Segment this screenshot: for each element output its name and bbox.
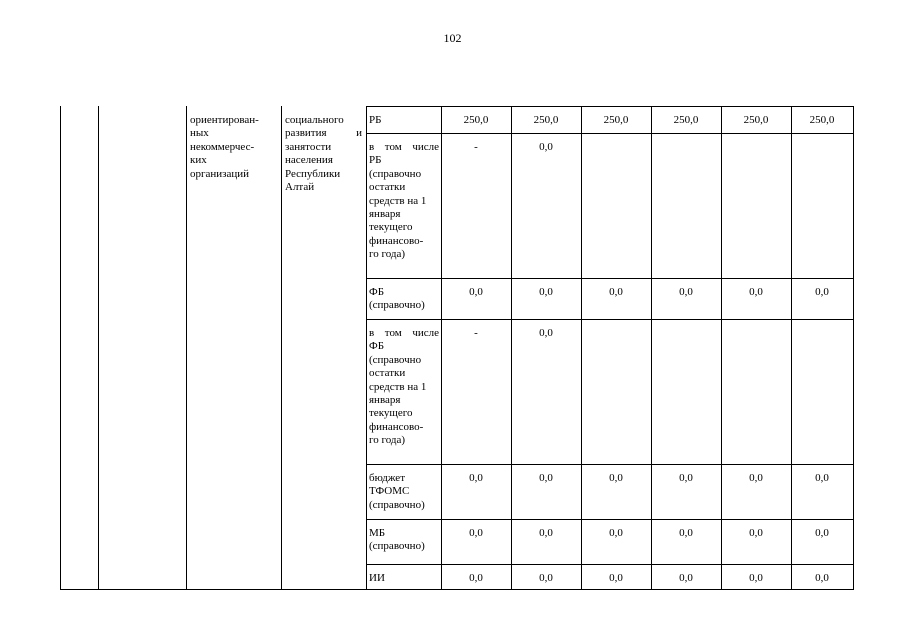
funding-source-line: (справочно <box>369 167 422 180</box>
table-border-right <box>853 106 854 590</box>
executor-line: населения <box>285 154 333 167</box>
row-border <box>366 278 854 279</box>
value-cell: 0,0 <box>749 472 763 484</box>
value-cell: 0,0 <box>539 472 553 484</box>
value-cell: 0,0 <box>539 572 553 584</box>
value-cell: 0,0 <box>609 527 623 539</box>
funding-source-line: ФБ <box>369 340 385 353</box>
funding-source-cell <box>369 572 439 585</box>
page-number: 102 <box>443 31 462 45</box>
value-cell: 0,0 <box>469 527 483 539</box>
funding-source-line: текущего <box>369 407 413 420</box>
funding-source-line: остатки <box>369 367 406 380</box>
value-cell: 0,0 <box>749 527 763 539</box>
executor-line: занятости <box>285 140 332 153</box>
value-cell: 0,0 <box>609 572 623 584</box>
column-border <box>98 106 99 590</box>
funding-source-line: в том числе <box>369 141 439 153</box>
value-cell: 250,0 <box>673 114 699 126</box>
funding-source-line: РБ <box>369 154 382 167</box>
activity-line: ких <box>190 154 207 167</box>
budget-table <box>60 106 854 590</box>
funding-source-cell <box>369 286 439 313</box>
funding-source-line: го года) <box>369 248 406 261</box>
row-border <box>366 319 854 320</box>
value-cell: 0,0 <box>469 286 483 298</box>
funding-source-cell <box>369 141 439 262</box>
funding-source-cell <box>369 327 439 448</box>
funding-source-line: ТФОМС <box>369 485 410 498</box>
funding-source-line: (справочно) <box>369 299 425 312</box>
funding-source-cell <box>369 527 439 554</box>
column-border <box>441 106 442 590</box>
value-cell: 0,0 <box>609 472 623 484</box>
row-border <box>366 519 854 520</box>
funding-source-line: (справочно) <box>369 540 425 553</box>
value-cell: 0,0 <box>679 527 693 539</box>
funding-source-line: января <box>369 208 401 221</box>
table-border-bottom <box>60 589 854 590</box>
value-cell: 250,0 <box>533 114 559 126</box>
row-border <box>366 106 854 107</box>
value-cell: 0,0 <box>815 286 829 298</box>
funding-source-line: текущего <box>369 221 413 234</box>
executor-line: развития и <box>285 127 362 140</box>
value-cell: 0,0 <box>539 286 553 298</box>
value-cell: 250,0 <box>603 114 629 126</box>
value-cell: 0,0 <box>815 472 829 484</box>
executor-line: социального <box>285 114 344 126</box>
funding-source-line: бюджет <box>369 472 405 484</box>
funding-source-line: финансово- <box>369 234 424 247</box>
funding-source-line: (справочно) <box>369 498 425 511</box>
row-border <box>366 564 854 565</box>
value-cell: 0,0 <box>815 572 829 584</box>
funding-source-line: го года) <box>369 434 406 447</box>
column-border <box>186 106 187 590</box>
executor-line: Республики <box>285 167 341 180</box>
activity-line: организаций <box>190 167 250 180</box>
value-cell: - <box>474 327 478 339</box>
value-cell: 0,0 <box>679 286 693 298</box>
table-border-left <box>60 106 61 590</box>
column-border <box>511 106 512 590</box>
funding-source-line: ИИ <box>369 572 385 584</box>
funding-source-line: остатки <box>369 181 406 194</box>
value-cell: - <box>474 141 478 153</box>
value-cell: 0,0 <box>539 141 553 153</box>
value-cell: 0,0 <box>469 572 483 584</box>
value-cell: 0,0 <box>749 572 763 584</box>
column-border <box>721 106 722 590</box>
activity-line: ориентирован- <box>190 114 259 126</box>
value-cell: 0,0 <box>539 527 553 539</box>
funding-source-line: финансово- <box>369 420 424 433</box>
value-cell: 0,0 <box>469 472 483 484</box>
activity-cell <box>190 114 278 181</box>
funding-source-cell <box>369 472 439 512</box>
funding-source-line: средств на 1 <box>369 380 427 393</box>
value-cell: 250,0 <box>809 114 835 126</box>
value-cell: 250,0 <box>463 114 489 126</box>
activity-line: некоммерчес- <box>190 140 255 153</box>
executor-cell <box>285 114 362 194</box>
funding-source-line: января <box>369 394 401 407</box>
column-border <box>281 106 282 590</box>
column-border <box>581 106 582 590</box>
value-cell: 250,0 <box>743 114 769 126</box>
funding-source-line: (справочно <box>369 353 422 366</box>
funding-source-line: РБ <box>369 114 382 126</box>
funding-source-line: ФБ <box>369 286 385 298</box>
row-border <box>366 133 854 134</box>
value-cell: 0,0 <box>815 527 829 539</box>
activity-line: ных <box>190 127 209 140</box>
value-cell: 0,0 <box>539 327 553 339</box>
value-cell: 0,0 <box>679 572 693 584</box>
column-border <box>651 106 652 590</box>
executor-line: Алтай <box>285 181 315 194</box>
column-border <box>791 106 792 590</box>
value-cell: 0,0 <box>749 286 763 298</box>
column-border <box>366 106 367 590</box>
value-cell: 0,0 <box>609 286 623 298</box>
funding-source-cell <box>369 114 439 127</box>
funding-source-line: в том числе <box>369 327 439 339</box>
row-border <box>366 464 854 465</box>
value-cell: 0,0 <box>679 472 693 484</box>
funding-source-line: МБ <box>369 527 386 539</box>
funding-source-line: средств на 1 <box>369 194 427 207</box>
